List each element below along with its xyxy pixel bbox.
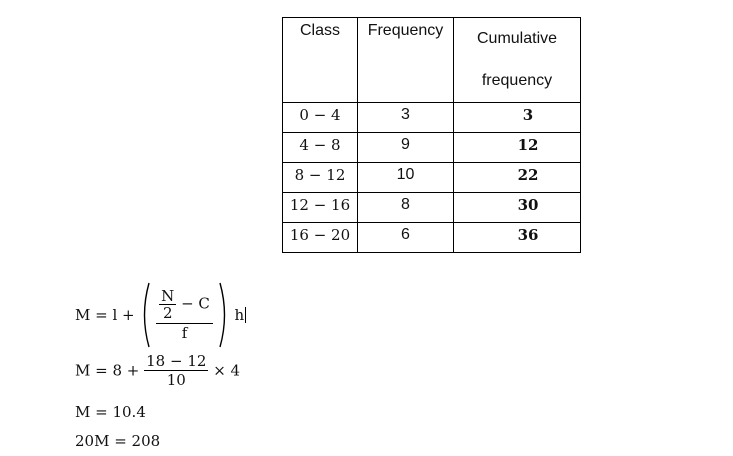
median-formula (75, 281, 246, 349)
table-row (283, 223, 581, 253)
table-row (283, 193, 581, 223)
cumulative-cell: 30 (454, 193, 581, 223)
cumulative-cell: 36 (454, 223, 581, 253)
table-header-row (283, 18, 581, 103)
table-row (283, 163, 581, 193)
step1-lhs: M = 8 + (75, 361, 140, 380)
n-over-2: $\frac{N}{2}$ (161, 287, 175, 322)
class-cell: 4 − 8 (283, 133, 358, 163)
frequency-cell: 8 (358, 193, 454, 223)
formula-lhs: M = l + (75, 306, 135, 324)
frequency-cell: 10 (358, 163, 454, 193)
cumulative-cell: 22 (454, 163, 581, 193)
result-step: M = 10.4 (75, 403, 146, 421)
class-cell: 16 − 20 (283, 223, 358, 253)
formula-h: h (234, 306, 245, 324)
final-step: 20M = 208 (75, 432, 161, 450)
cumulative-cell: 12 (454, 133, 581, 163)
left-paren-icon (139, 281, 151, 349)
table-row (283, 133, 581, 163)
text-cursor (245, 307, 246, 323)
step1-rhs: × 4 (213, 361, 241, 380)
header-frequency: Frequency (358, 18, 454, 103)
frequency-cell: 6 (358, 223, 454, 253)
formula-fraction: $\frac{N}{2}$ − C f (156, 288, 213, 342)
substitution-step (75, 352, 240, 389)
header-class: Class (283, 18, 358, 103)
frequency-table (282, 17, 581, 253)
header-frequency-word: frequency (481, 72, 553, 89)
frequency-cell: 3 (358, 103, 454, 133)
header-cumulative: Cumulative (476, 30, 558, 47)
class-cell: 12 − 16 (283, 193, 358, 223)
right-paren-icon (218, 281, 230, 349)
step1-fraction: $\frac{18 - 12}{10}$ (146, 352, 207, 389)
cumulative-cell: 3 (454, 103, 581, 133)
table-row (283, 103, 581, 133)
class-cell: 8 − 12 (283, 163, 358, 193)
frequency-cell: 9 (358, 133, 454, 163)
class-cell: 0 − 4 (283, 103, 358, 133)
header-cumulative-frequency (454, 18, 581, 103)
